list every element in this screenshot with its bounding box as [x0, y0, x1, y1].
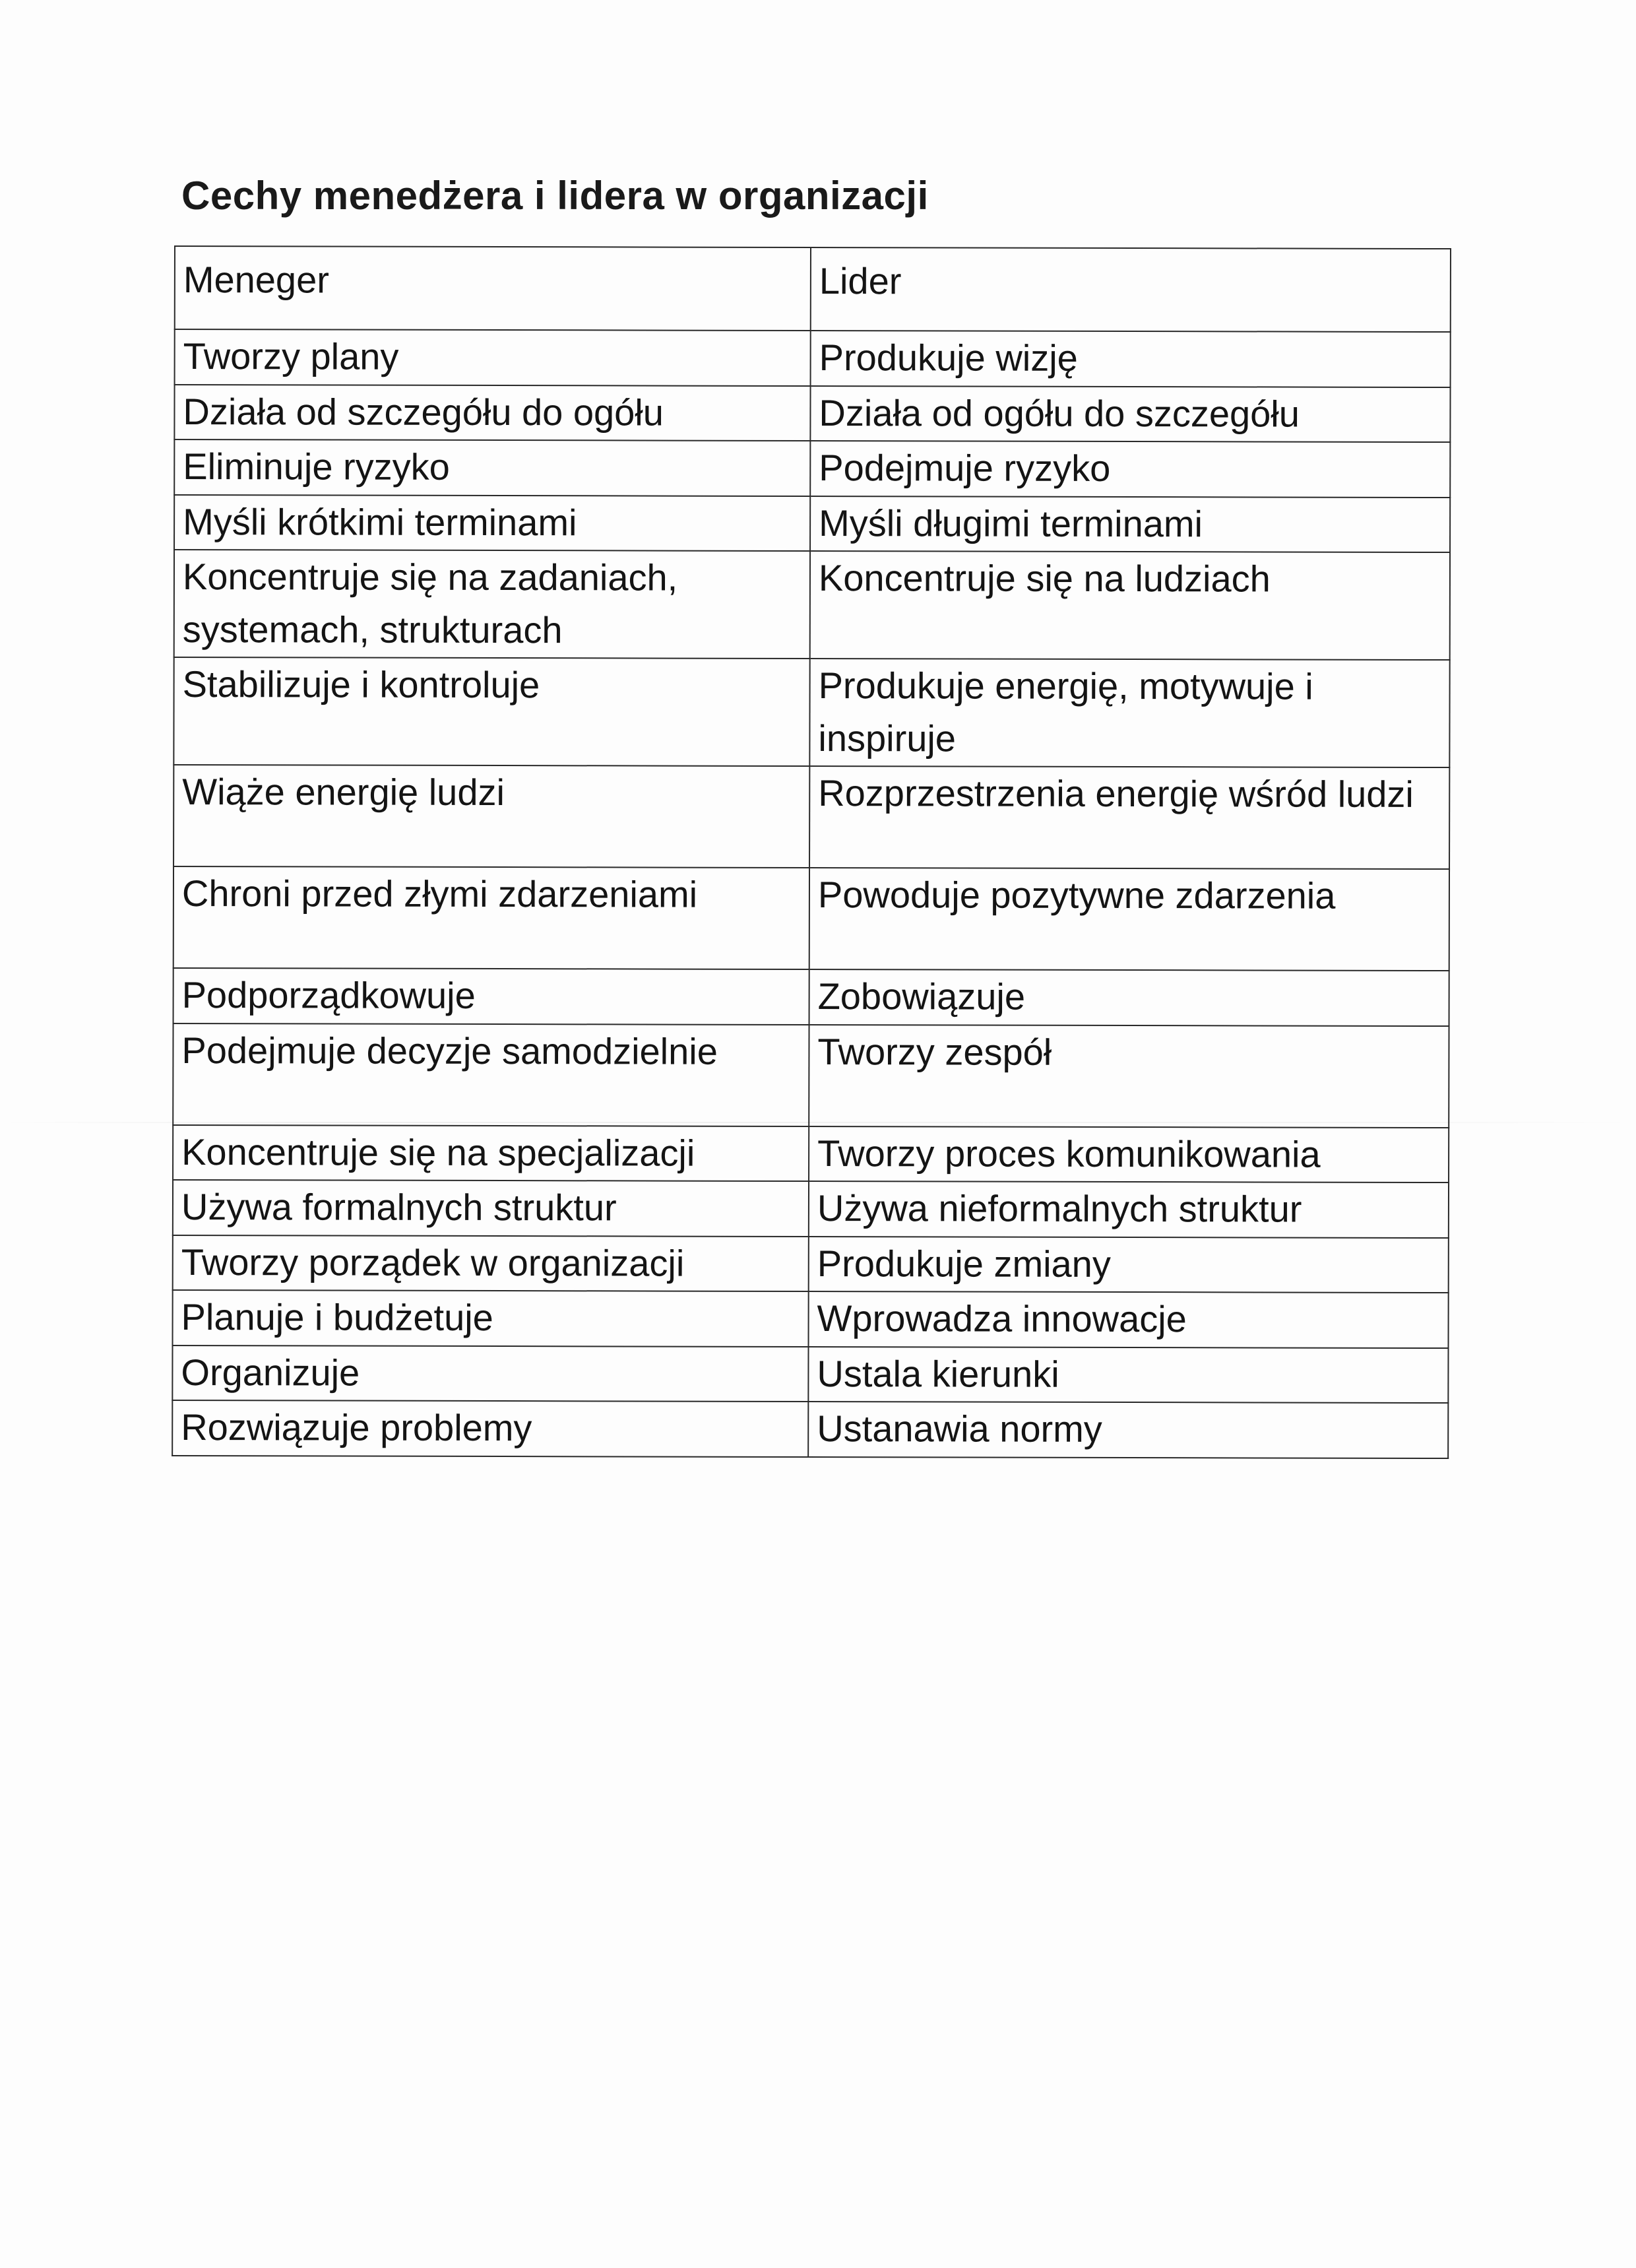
table-row: [175, 329, 1451, 387]
manager-cell: Podporządkowuje: [173, 968, 809, 1025]
leader-cell: Rozprzestrzenia energię wśród ludzi: [809, 766, 1449, 869]
paper-fold-line: [0, 1122, 1636, 1123]
column-header-manager: Meneger: [175, 246, 811, 331]
manager-cell: Używa formalnych struktur: [173, 1180, 809, 1237]
leader-cell: Produkuje zmiany: [809, 1237, 1449, 1293]
leader-cell: Ustanawia normy: [808, 1402, 1448, 1458]
table-row: [173, 968, 1449, 1026]
manager-cell: Planuje i budżetuje: [173, 1290, 809, 1347]
table-row: [174, 439, 1450, 498]
manager-cell: Wiąże energię ludzi: [173, 765, 809, 868]
manager-cell: Eliminuje ryzyko: [174, 439, 810, 496]
table-row: [173, 1023, 1449, 1128]
table-row: [173, 1290, 1449, 1348]
table-row: [173, 866, 1449, 971]
table-row: [173, 1125, 1449, 1183]
leader-cell: Powoduje pozytywne zdarzenia: [809, 868, 1449, 971]
table-header-row: [175, 246, 1451, 332]
table-row: [173, 1180, 1449, 1238]
manager-cell: Podejmuje decyzje samodzielnie: [173, 1023, 809, 1126]
manager-cell: Działa od szczegółu do ogółu: [174, 385, 810, 441]
manager-cell: Chroni przed złymi zdarzeniami: [173, 866, 809, 969]
table-row: [173, 657, 1449, 767]
leader-cell: Tworzy zespół: [809, 1025, 1449, 1128]
leader-cell: Zobowiązuje: [809, 969, 1449, 1026]
table-row: [173, 765, 1449, 869]
table-row: [174, 550, 1450, 660]
table-row: [172, 1400, 1448, 1458]
manager-cell: Koncentruje się na zadaniach, systemach, strukturach: [174, 550, 810, 659]
manager-cell: Tworzy plany: [175, 329, 811, 386]
leader-cell: Wprowadza innowacje: [809, 1291, 1449, 1348]
leader-cell: Myśli długimi terminami: [810, 496, 1450, 553]
table-row: [173, 1235, 1449, 1293]
leader-cell: Koncentruje się na ludziach: [810, 551, 1450, 660]
leader-cell: Działa od ogółu do szczegółu: [810, 386, 1450, 443]
leader-cell: Używa nieformalnych struktur: [809, 1181, 1449, 1238]
leader-cell: Produkuje wizję: [811, 331, 1451, 387]
leader-cell: Tworzy proces komunikowania: [809, 1126, 1449, 1183]
table-row: [172, 1345, 1448, 1404]
comparison-table: [172, 245, 1451, 1459]
leader-cell: Podejmuje ryzyko: [810, 441, 1450, 498]
manager-cell: Rozwiązuje problemy: [172, 1400, 808, 1457]
leader-cell: Produkuje energię, motywuje i inspiruje: [809, 659, 1449, 767]
table-row: [174, 495, 1450, 553]
column-header-leader: Lider: [811, 247, 1451, 332]
document-title: Cechy menedżera i lidera w organizacji: [181, 174, 929, 218]
manager-cell: Koncentruje się na specjalizacji: [173, 1125, 809, 1182]
manager-cell: Stabilizuje i kontroluje: [173, 657, 809, 766]
manager-cell: Organizuje: [172, 1345, 808, 1402]
manager-cell: Tworzy porządek w organizacji: [173, 1235, 809, 1292]
leader-cell: Ustala kierunki: [808, 1347, 1448, 1404]
comparison-table-wrapper: [172, 245, 1450, 1459]
table-row: [174, 385, 1450, 443]
manager-cell: Myśli krótkimi terminami: [174, 495, 810, 552]
